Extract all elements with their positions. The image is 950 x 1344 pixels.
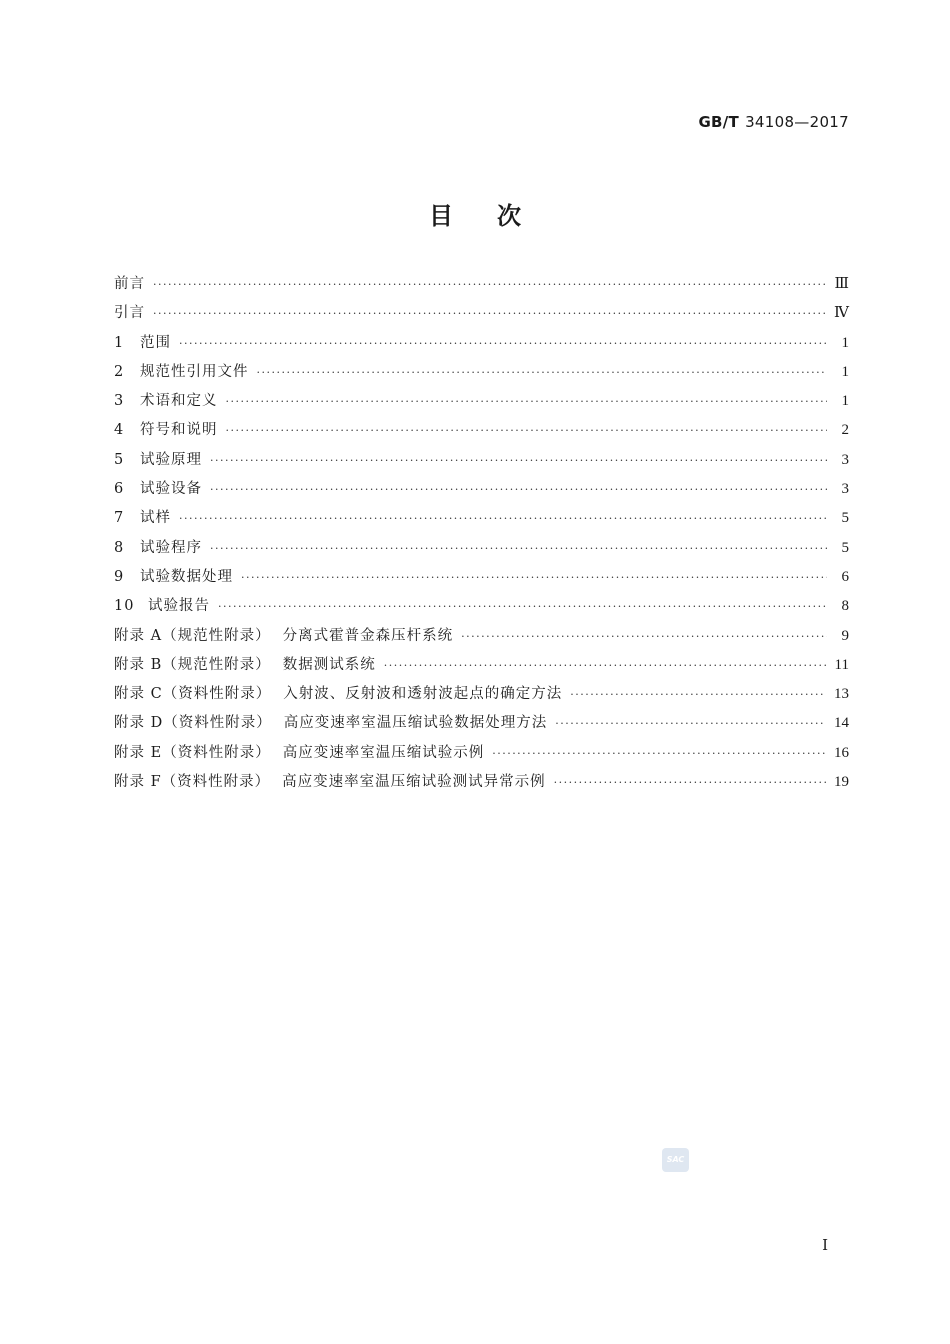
toc-entry-label — [114, 592, 210, 621]
toc-entry-title: 附录 A（规范性附录） — [114, 627, 271, 644]
toc-entry[interactable] — [114, 739, 849, 768]
toc-entry[interactable] — [114, 651, 849, 680]
toc-title: 目次 — [429, 202, 565, 230]
toc-entry-label — [114, 270, 145, 299]
toc-leader-dots — [555, 709, 826, 738]
toc-entry-title: 前言 — [114, 276, 145, 292]
toc-leader-dots — [153, 299, 826, 328]
toc-entry-title: 术语和定义 — [140, 393, 218, 410]
standard-code — [698, 113, 849, 131]
toc-entry-page: Ⅲ — [834, 276, 849, 292]
toc-entry-title: 规范性引用文件 — [140, 363, 249, 380]
toc-entry-number: 9 — [114, 568, 125, 585]
toc-entry[interactable] — [114, 446, 849, 475]
toc-entry-subtitle: 高应变速率室温压缩试验测试异常示例 — [282, 774, 546, 791]
toc-leader-dots — [492, 739, 826, 768]
toc-entry[interactable] — [114, 299, 849, 328]
toc-entry[interactable] — [114, 329, 849, 358]
toc-entry-title: 附录 D（资料性附录） — [114, 715, 272, 732]
toc-entry-page: 13 — [834, 686, 849, 703]
toc-leader-dots — [570, 680, 826, 709]
toc-entry[interactable] — [114, 622, 849, 651]
toc-leader-dots — [384, 651, 827, 680]
toc-entry[interactable] — [114, 416, 849, 445]
toc-entry-subtitle: 入射波、反射波和透射波起点的确定方法 — [283, 686, 563, 703]
toc-entry-page: 2 — [841, 422, 849, 439]
toc-leader-dots — [257, 358, 828, 387]
toc-entry-label — [114, 299, 145, 328]
sac-watermark-logo: SAC — [662, 1148, 689, 1172]
toc-entry-page: 19 — [834, 774, 849, 791]
toc-entry[interactable] — [114, 592, 849, 621]
toc-entry-subtitle: 数据测试系统 — [282, 656, 376, 673]
toc-entry-label — [114, 387, 218, 416]
toc-leader-dots — [153, 270, 827, 299]
toc-entry-label — [114, 709, 547, 738]
toc-entry[interactable] — [114, 563, 849, 592]
toc-leader-dots — [241, 563, 827, 592]
toc-entry-number: 4 — [114, 422, 125, 439]
toc-entry-number: 8 — [114, 539, 125, 556]
toc-entry-label — [114, 768, 546, 797]
toc-entry-label — [114, 563, 233, 592]
toc-entry-page: 1 — [841, 334, 849, 351]
toc-entry-page: 5 — [841, 539, 849, 556]
toc-entry-title: 引言 — [114, 305, 145, 322]
toc-entry-page: 11 — [834, 656, 849, 673]
toc-leader-dots — [179, 329, 827, 358]
toc-entry-label — [114, 651, 376, 680]
toc-entry-title: 附录 C（资料性附录） — [114, 686, 272, 703]
toc-entry-title: 附录 B（规范性附录） — [114, 656, 271, 673]
toc-entry-number: 3 — [114, 393, 125, 410]
toc-entry-number: 2 — [114, 363, 125, 380]
toc-entry-label — [114, 329, 171, 358]
toc-entry-label — [114, 739, 484, 768]
toc-entry-page: 3 — [841, 481, 849, 498]
toc-entry-title: 试验报告 — [148, 598, 210, 615]
toc-entry[interactable] — [114, 504, 849, 533]
toc-entry-number: 10 — [114, 598, 135, 615]
toc-leader-dots — [461, 622, 827, 651]
toc-entry-number: 6 — [114, 481, 125, 498]
toc-entry-title: 试验原理 — [140, 451, 202, 468]
toc-entry-title: 试验程序 — [140, 539, 202, 556]
standard-number: 34108—2017 — [745, 113, 849, 131]
toc-entry[interactable] — [114, 270, 849, 299]
toc-entry[interactable] — [114, 475, 849, 504]
toc-entry-title: 试验数据处理 — [140, 568, 233, 585]
toc-entry-label — [114, 534, 202, 563]
toc-entry-title: 试验设备 — [140, 481, 202, 498]
toc-entry-subtitle: 高应变速率室温压缩试验示例 — [282, 744, 485, 761]
toc-leader-dots — [210, 475, 827, 504]
toc-leader-dots — [210, 534, 827, 563]
toc-leader-dots — [554, 768, 826, 797]
toc-entry-number: 7 — [114, 510, 125, 527]
toc-entry-label — [114, 622, 453, 651]
toc-entry-number: 5 — [114, 451, 125, 468]
toc-entry[interactable] — [114, 768, 849, 797]
toc-entry-page: 8 — [841, 598, 849, 615]
toc-entry-page: 1 — [841, 393, 849, 410]
toc-entry[interactable] — [114, 534, 849, 563]
standard-prefix: GB/T — [698, 113, 740, 131]
table-of-contents — [114, 270, 849, 797]
toc-leader-dots — [210, 446, 827, 475]
toc-entry-page: 1 — [841, 363, 849, 380]
toc-entry-page: Ⅳ — [834, 305, 849, 322]
toc-leader-dots — [226, 387, 828, 416]
toc-entry-page: 14 — [834, 715, 849, 732]
toc-leader-dots — [218, 592, 827, 621]
toc-entry-page: 5 — [841, 510, 849, 527]
toc-entry-label — [114, 446, 202, 475]
toc-entry-label — [114, 504, 171, 533]
toc-entry-number: 1 — [114, 334, 125, 351]
toc-entry-title: 附录 E（资料性附录） — [114, 744, 271, 761]
toc-leader-dots — [226, 416, 828, 445]
toc-entry-label — [114, 680, 562, 709]
page-number: Ⅰ — [822, 1238, 828, 1254]
toc-entry-subtitle: 分离式霍普金森压杆系统 — [282, 627, 454, 644]
toc-entry-title: 试样 — [140, 510, 171, 527]
toc-entry[interactable] — [114, 680, 849, 709]
toc-entry-label — [114, 416, 218, 445]
toc-entry[interactable] — [114, 358, 849, 387]
toc-entry-page: 6 — [841, 568, 849, 585]
toc-entry-title: 附录 F（资料性附录） — [114, 774, 271, 791]
toc-entry-title: 范围 — [140, 334, 171, 351]
toc-entry-title: 符号和说明 — [140, 422, 218, 439]
toc-entry-page: 3 — [841, 451, 849, 468]
toc-entry-subtitle: 高应变速率室温压缩试验数据处理方法 — [283, 715, 548, 732]
toc-entry[interactable] — [114, 387, 849, 416]
toc-entry-label — [114, 475, 202, 504]
toc-entry[interactable] — [114, 709, 849, 738]
toc-leader-dots — [179, 504, 827, 533]
toc-entry-page: 16 — [834, 744, 849, 761]
toc-entry-label — [114, 358, 249, 387]
toc-entry-page: 9 — [841, 627, 849, 644]
